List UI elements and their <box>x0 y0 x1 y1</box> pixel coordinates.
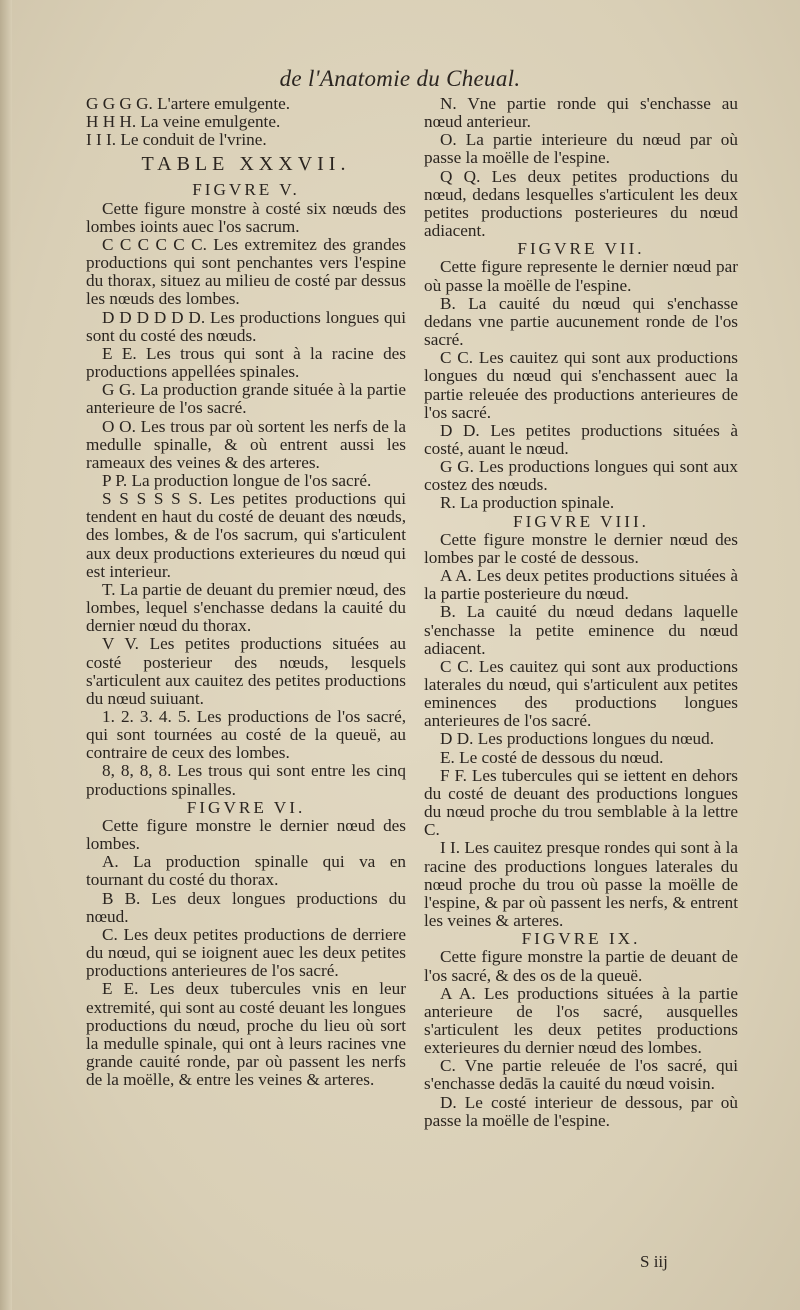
figure-heading: FIGVRE IX. <box>521 929 641 949</box>
paragraph: G G. La production grande située à la partie anterieure de l'os sacré. <box>86 380 406 418</box>
running-header: de l'Anatomie du Cheual. <box>279 66 521 91</box>
paragraph: O O. Les trous par où sortent les nerfs de la medulle spinalle, & où entrent aussi les rameaux des veines & des arteres. <box>86 416 406 472</box>
paragraph: D D D D D D. Les productions longues qui sont du costé des nœuds. <box>86 307 406 345</box>
paragraph: A. La production spinalle qui va en tournant du costé du thorax. <box>86 852 406 890</box>
paragraph: B B. Les deux longues productions du nœud. <box>86 888 406 926</box>
paragraph: I I I. Le conduit de l'vrine. <box>86 130 267 150</box>
paragraph: Cette figure monstre le dernier nœud des lombes. <box>86 815 406 854</box>
left-column <box>86 95 406 1089</box>
paragraph: C C C C C C. Les extremitez des grandes productions qui sont penchantes vers l'espine du thorax, situez au milieu de costé par dessus les nœuds des lombes. <box>86 234 406 309</box>
paragraph: H H H. La veine emulgente. <box>86 112 281 132</box>
paragraph: F F. Les tubercules qui se iettent en dehors du costé de deuant des productions longues du nœud proche du trou semblable à la lettre C. <box>424 765 738 840</box>
paragraph: 1. 2. 3. 4. 5. Les productions de l'os sacré, qui sont tournées au costé de la queuë, au contraire de ceux des lombes. <box>86 707 406 763</box>
paragraph: E E. Les deux tubercules vnis en leur extremité, qui sont au costé deuant les longues productions du nœud, proche du lieu où sort la medulle spinale, qui ont à leurs racines vne grande cauité ronde, par où passent les nerfs de la moëlle, & entre les veines & arteres. <box>86 979 406 1090</box>
paragraph: E E. Les trous qui sont à la racine des productions appellées spinales. <box>86 343 406 382</box>
paragraph: G G. Les productions longues qui sont aux costez des nœuds. <box>424 457 738 495</box>
figure-heading: FIGVRE VII. <box>517 239 645 259</box>
paragraph: E. Le costé de dessous du nœud. <box>440 747 664 767</box>
right-column <box>424 95 738 1130</box>
page-edge <box>0 0 12 1310</box>
paragraph: B. La cauité du nœud qui s'enchasse dedans vne partie aucunement ronde de l'os sacré. <box>424 293 738 350</box>
figure-heading: FIGVRE VIII. <box>513 511 649 531</box>
paragraph: S S S S S S. Les petites productions qui tendent en haut du costé de deuant des nœuds, des lombes, & de l'os sacrum, qui s'articulent aux deux productions exterieures du nœud qui est interieur. <box>86 489 406 581</box>
paragraph: G G G G. L'artere emulgente. <box>86 94 291 113</box>
paragraph: Cette figure represente le dernier nœud par où passe la moëlle de l'espine. <box>424 257 738 295</box>
paragraph: B. La cauité du nœud dedans laquelle s'enchasse la petite eminence du nœud adiacent. <box>424 602 738 658</box>
paragraph: D. Le costé interieur de dessous, par où passe la moëlle de l'espine. <box>424 1092 738 1130</box>
table-heading: TABLE XXXVII. <box>141 153 351 176</box>
paragraph: Cette figure monstre la partie de deuant de l'os sacré, & des os de la queuë. <box>424 947 738 985</box>
paragraph: P P. La production longue de l'os sacré. <box>102 470 372 490</box>
paragraph: D D. Les productions longues du nœud. <box>440 729 715 749</box>
paragraph: Cette figure monstre le dernier nœud des lombes par le costé de dessous. <box>424 529 738 567</box>
figure-heading: FIGVRE VI. <box>186 797 306 817</box>
paragraph: Q Q. Les deux petites productions du nœud, dedans lesquelles s'articulent les deux petites productions posterieures du nœud adiacent. <box>424 166 738 241</box>
paragraph: I I. Les cauitez presque rondes qui sont à la racine des productions longues laterales du nœud proche du trou où passe la moëlle de l'espine, & par où passent les nerfs, & entrent les veines & arteres. <box>424 838 738 931</box>
paragraph: T. La partie de deuant du premier nœud, des lombes, lequel s'enchasse dedans la cauité du dernier nœud du thorax. <box>86 579 406 636</box>
paragraph: Cette figure monstre à costé six nœuds des lombes ioints auec l'os sacrum. <box>86 198 406 236</box>
paragraph: V V. Les petites productions situées au costé posterieur des nœuds, lesquels s'articulent aux cauitez des petites productions du nœud suiuant. <box>86 634 406 708</box>
paragraph: O. La partie interieure du nœud par où passe la moëlle de l'espine. <box>424 130 738 168</box>
paragraph: N. Vne partie ronde qui s'enchasse au nœud anterieur. <box>424 94 738 132</box>
signature-mark: S iij <box>640 1252 668 1271</box>
paragraph: A A. Les productions situées à la partie anterieure de l'os sacré, ausquelles s'articulent les deux petites productions exterieures du dernier nœud des lombes. <box>424 983 738 1058</box>
paragraph: C C. Les cauitez qui sont aux productions longues du nœud qui s'enchassent auec la partie releuée des productions anterieures de l'os sacré. <box>424 348 738 422</box>
paragraph: 8, 8, 8, 8. Les trous qui sont entre les cinq productions spinalles. <box>86 761 406 799</box>
figure-heading: FIGVRE V. <box>192 180 300 200</box>
paragraph: A A. Les deux petites productions situées à la partie posterieure du nœud. <box>424 566 738 604</box>
paragraph: D D. Les petites productions situées à costé, auant le nœud. <box>424 420 738 458</box>
paragraph: C. Les deux petites productions de derriere du nœud, qui se ioignent auec les deux petites productions anterieures de l'os sacré. <box>86 924 406 981</box>
paragraph: R. La production spinale. <box>440 493 615 513</box>
paragraph: C C. Les cauitez qui sont aux productions laterales du nœud, qui s'articulent aux petites eminences des productions longues anterieures de l'os sacré. <box>424 656 738 731</box>
paragraph: C. Vne partie releuée de l'os sacré, qui s'enchasse dedās la cauité du nœud voisin. <box>424 1056 738 1094</box>
